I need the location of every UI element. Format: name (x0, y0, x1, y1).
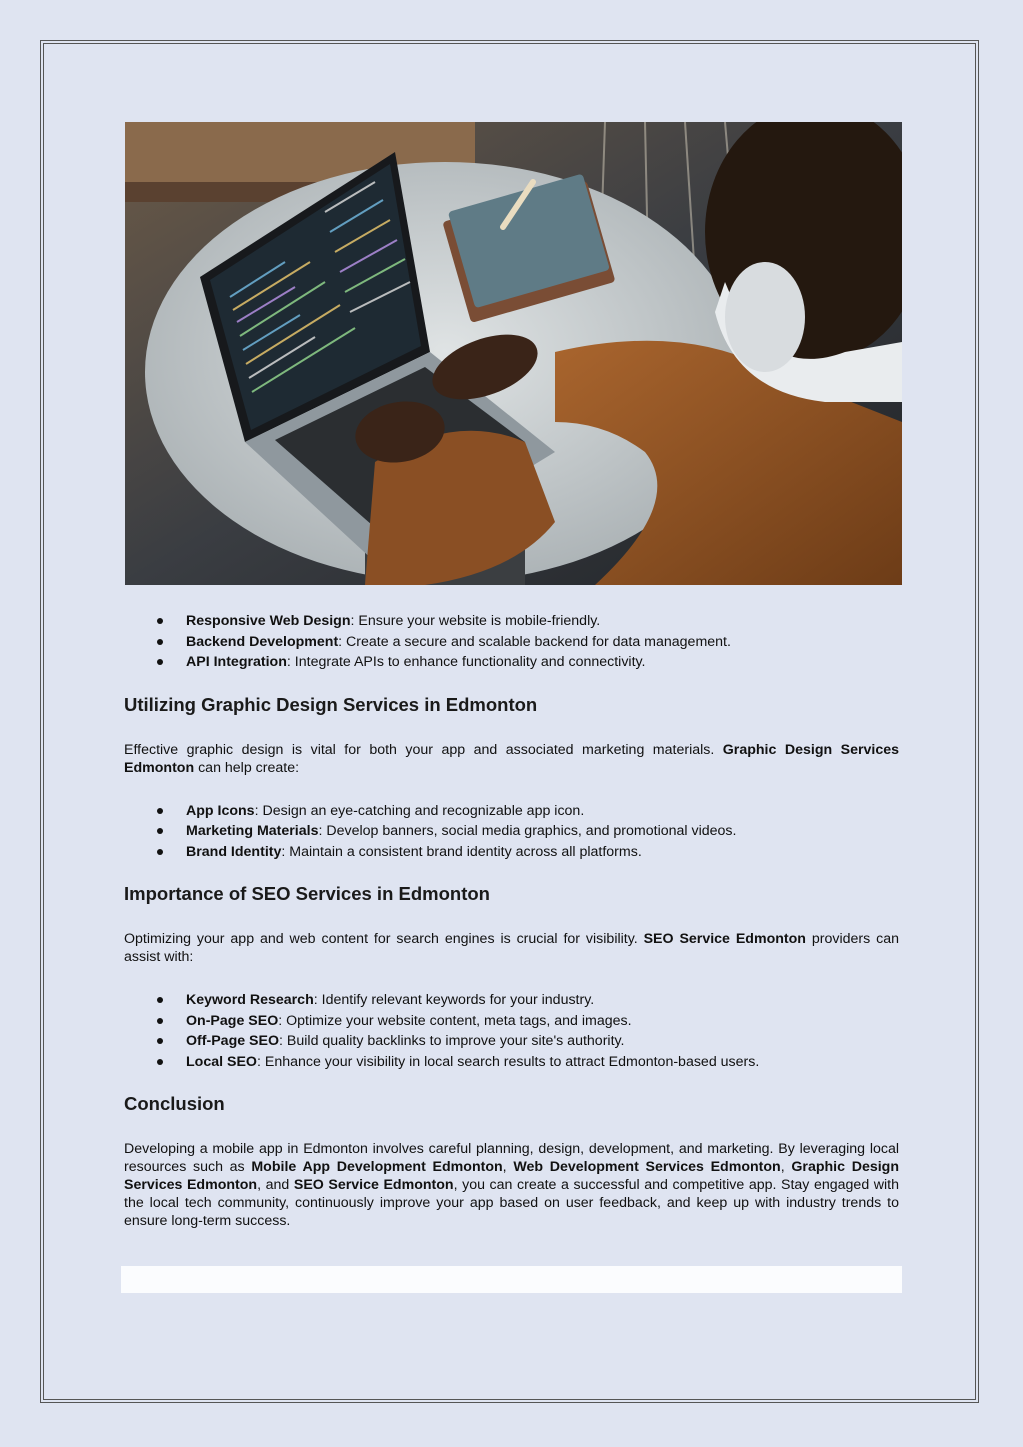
bullet-icon (157, 618, 163, 624)
list-item (124, 822, 899, 843)
section-heading-seo: Importance of SEO Services in Edmonton (124, 883, 490, 904)
list-item-term: App Icons (186, 802, 255, 819)
conclusion-text: , (502, 1159, 514, 1175)
list-item-desc: : Ensure your website is mobile-friendly. (350, 613, 601, 629)
list-item-desc: : Enhance your visibility in local search results to attract Edmonton-based users. (256, 1053, 760, 1070)
conclusion-text: Developing a mobile app in Edmonton involves careful planning, design, development, and marketing. By leveraging local resources such as (124, 1141, 899, 1175)
list-item-desc: : Maintain a consistent brand identity across all platforms. (281, 843, 642, 860)
list-item (124, 802, 899, 823)
list-item (124, 612, 899, 633)
list-item (124, 1032, 899, 1053)
bullet-icon (157, 1018, 163, 1024)
conclusion-text: , (780, 1159, 792, 1175)
bullet-icon (157, 828, 163, 834)
section-heading-conclusion: Conclusion (124, 1093, 225, 1114)
intro-tail: can help create: (194, 759, 300, 776)
list-item (124, 1053, 899, 1074)
list-item-desc: : Design an eye-catching and recognizable app icon. (254, 802, 585, 819)
list-item-term: Responsive Web Design (186, 613, 351, 629)
bullet-icon (157, 849, 163, 855)
footer-blank-bar (121, 1266, 902, 1293)
seo-list (124, 991, 899, 1073)
laptop-photo-illustration (125, 122, 902, 585)
list-item-term: Keyword Research (186, 992, 314, 1008)
article-body (124, 612, 899, 1230)
list-item-desc: : Build quality backlinks to improve your site's authority. (279, 1033, 625, 1049)
conclusion-bold: Mobile App Development Edmonton (251, 1159, 503, 1175)
list-item (124, 633, 899, 654)
list-item-term: Off-Page SEO (186, 1033, 280, 1049)
conclusion-bold: Web Development Services Edmonton (513, 1159, 781, 1175)
intro-text: Effective graphic design is vital for both your app and associated marketing materials. (124, 741, 723, 758)
list-item (124, 653, 899, 674)
bullet-icon (157, 659, 163, 665)
conclusion-text: , you can create a successful and competitive app. Stay engaged with the local tech community, continuously improve your app based on user feedback, and keep up with industry trends to ensure long-term success. (124, 1177, 900, 1229)
intro-tail: providers can assist with: (124, 931, 900, 965)
list-item-term: Backend Development (186, 633, 339, 650)
conclusion-bold: SEO Service Edmonton (293, 1177, 454, 1193)
list-item (124, 991, 899, 1012)
list-item-term: Local SEO (186, 1053, 257, 1070)
hero-photo (125, 122, 902, 585)
list-item-desc: : Optimize your website content, meta tags, and images. (278, 1012, 632, 1029)
list-item-term: Brand Identity (186, 843, 282, 860)
intro-bold-link: SEO Service Edmonton (643, 931, 806, 947)
intro-text: Optimizing your app and web content for search engines is crucial for visibility. (124, 931, 644, 947)
bullet-icon (157, 997, 163, 1003)
conclusion-text: , and (257, 1177, 294, 1193)
graphic-design-list (124, 802, 899, 864)
bullet-icon (157, 1038, 163, 1044)
list-item-term: Marketing Materials (186, 823, 319, 839)
conclusion-paragraph (124, 1140, 899, 1230)
list-item-desc: : Develop banners, social media graphics, and promotional videos. (318, 823, 737, 839)
conclusion-bold: Graphic Design Services Edmonton (124, 1159, 900, 1193)
list-item (124, 1012, 899, 1033)
bullet-icon (157, 639, 163, 645)
intro-bold-link: Graphic Design Services Edmonton (124, 741, 899, 776)
section-heading-graphic-design: Utilizing Graphic Design Services in Edmonton (124, 693, 538, 715)
list-item-term: API Integration (186, 654, 287, 670)
list-item-desc: : Create a secure and scalable backend for data management. (338, 633, 731, 650)
list-item (124, 843, 899, 864)
seo-intro (124, 930, 899, 966)
bullet-icon (157, 808, 163, 814)
list-item-desc: : Integrate APIs to enhance functionality and connectivity. (286, 654, 646, 670)
bullet-icon (157, 1059, 163, 1065)
graphic-design-intro (124, 741, 899, 777)
list-item-desc: : Identify relevant keywords for your industry. (313, 992, 595, 1008)
features-list (124, 612, 899, 674)
list-item-term: On-Page SEO (186, 1012, 279, 1029)
